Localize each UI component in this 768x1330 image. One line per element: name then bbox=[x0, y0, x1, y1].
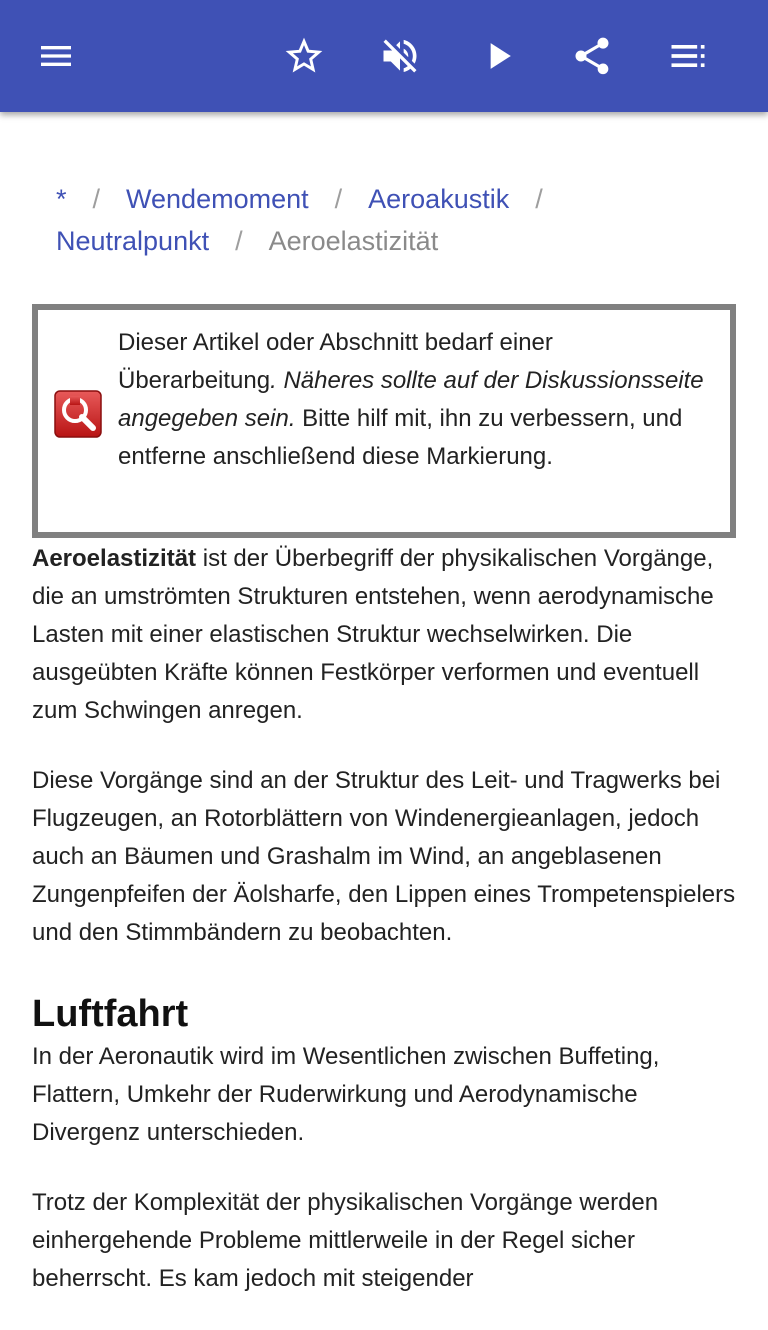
app-toolbar bbox=[0, 0, 768, 112]
share-icon[interactable] bbox=[564, 28, 620, 84]
wrench-icon bbox=[54, 390, 102, 438]
breadcrumb-separator: / bbox=[535, 184, 543, 214]
breadcrumb-link-wendemoment[interactable]: Wendemoment bbox=[126, 184, 309, 214]
list-icon[interactable] bbox=[660, 28, 716, 84]
breadcrumb-link-aeroakustik[interactable]: Aeroakustik bbox=[368, 184, 510, 214]
article-paragraph: Trotz der Komplexität der physikalischen Vorgänge werden einhergehende Probleme mittlerweile in der Regel sicher beherrscht. Es kam jedoch mit steigender bbox=[32, 1189, 659, 1292]
breadcrumb bbox=[56, 178, 716, 262]
breadcrumb-link-home[interactable]: * bbox=[56, 184, 67, 214]
article-term: Aeroelastizität bbox=[32, 545, 197, 572]
menu-icon[interactable] bbox=[28, 28, 84, 84]
notice-text-italic: . Näheres sollte auf der Diskussionsseite angegeben sein. bbox=[118, 367, 704, 432]
section-heading: Luftfahrt bbox=[32, 993, 189, 1035]
breadcrumb-separator: / bbox=[235, 226, 243, 256]
breadcrumb-link-neutralpunkt[interactable]: Neutralpunkt bbox=[56, 226, 210, 256]
maintenance-notice-box bbox=[32, 304, 736, 538]
star-outline-icon[interactable] bbox=[276, 28, 332, 84]
notice-text-request: Bitte hilf mit, ihn zu verbessern, und entferne anschließend diese Markierung. bbox=[118, 405, 683, 470]
breadcrumb-separator: / bbox=[334, 184, 343, 214]
article-paragraph: Diese Vorgänge sind an der Struktur des Leit- und Tragwerks bei Flugzeugen, an Rotorblättern von Windenergieanlagen, jedoch auch an Bäumen und Grashalm im Wind, an angeblasenen Zungenpfeifen der Äolsharfe, den Lippen eines Trompetenspielers und den Stimmbändern zu beobachten. bbox=[32, 767, 736, 946]
volume-off-icon[interactable] bbox=[372, 28, 428, 84]
notice-text bbox=[118, 324, 718, 476]
article-intro bbox=[32, 540, 740, 730]
play-icon[interactable] bbox=[470, 28, 526, 84]
article-body bbox=[32, 540, 740, 1330]
article-paragraph: In der Aeronautik wird im Wesentlichen zwischen Buffeting, Flattern, Umkehr der Ruderwirkung und Aerodynamische Divergenz unterschieden. bbox=[32, 1043, 660, 1146]
breadcrumb-separator: / bbox=[92, 184, 101, 214]
breadcrumb-current: Aeroelastizität bbox=[268, 226, 439, 256]
article-intro-text: ist der Überbegriff der physikalischen Vorgänge, die an umströmten Strukturen entstehen, wenn aerodynamische Lasten mit einer elastischen Struktur wechselwirken. Die ausgeübten Kräfte können Festkörper verformen und eventuell zum Schwingen anregen. bbox=[32, 545, 714, 724]
notice-text-main: Dieser Artikel oder Abschnitt bedarf einer Überarbeitung bbox=[118, 329, 553, 394]
